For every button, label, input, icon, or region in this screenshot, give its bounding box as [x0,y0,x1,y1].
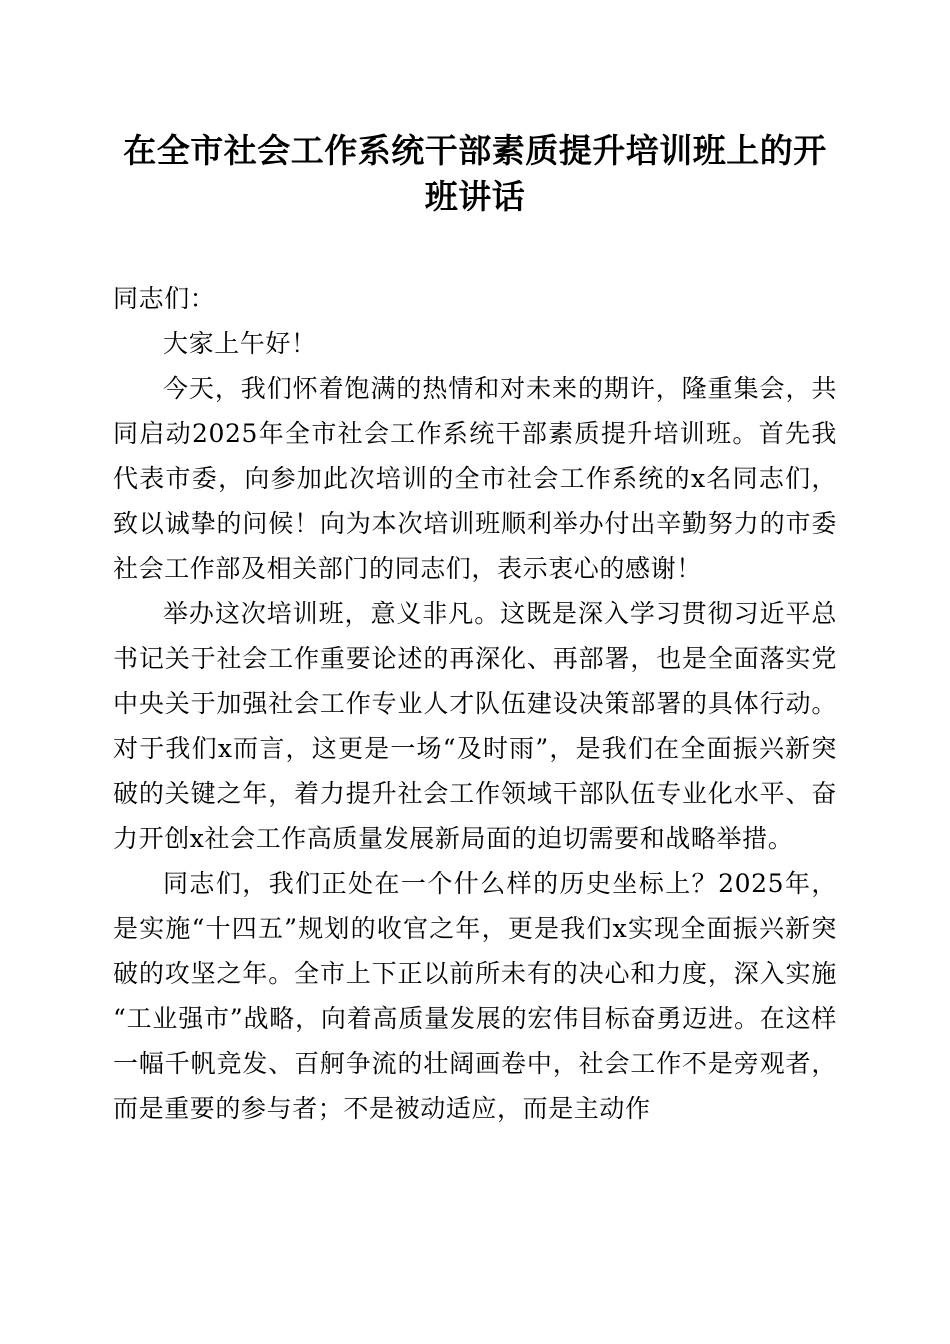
paragraph-greeting: 大家上午好！ [163,329,317,358]
paragraph-significance: 举办这次培训班，意义非凡。这既是深入学习贯彻习近平总书记关于社会工作重要论述的再深化、再部署，也是全面落实党中央关于加强社会工作专业人才队伍建设决策部署的具体行动。对于我们x而言，这更是一场“及时雨”，是我们在全面振兴新突破的关键之年，着力提升社会工作领域干部队伍专业化水平、奋力开创x社会工作高质量发展新局面的迫切需要和战略举措。 [113,599,837,853]
salutation: 同志们： [113,284,216,313]
document-body [113,0,837,1131]
paragraph-historical-coordinates: 同志们，我们正处在一个什么样的历史坐标上？2025年，是实施“十四五”规划的收官之年，更是我们x实现全面振兴新突破的攻坚之年。全市上下正以前所未有的决心和力度，深入实施“工业强市”战略，向着高质量发展的宏伟目标奋勇迈进。在这样一幅千帆竞发、百舸争流的壮阔画卷中，社会工作不是旁观者，而是重要的参与者；不是被动适应，而是主动作 [113,869,837,1123]
paragraph-opening-welcome: 今天，我们怀着饱满的热情和对未来的期许，隆重集会，共同启动2025年全市社会工作系统干部素质提升培训班。首先我代表市委，向参加此次培训的全市社会工作系统的x名同志们，致以诚挚的问候！向为本次培训班顺利举办付出辛勤努力的市委社会工作部及相关部门的同志们，表示衷心的感谢！ [113,374,837,583]
page-title: 在全市社会工作系统干部素质提升培训班上的开班讲话 [123,131,827,216]
document-content [113,276,837,1131]
